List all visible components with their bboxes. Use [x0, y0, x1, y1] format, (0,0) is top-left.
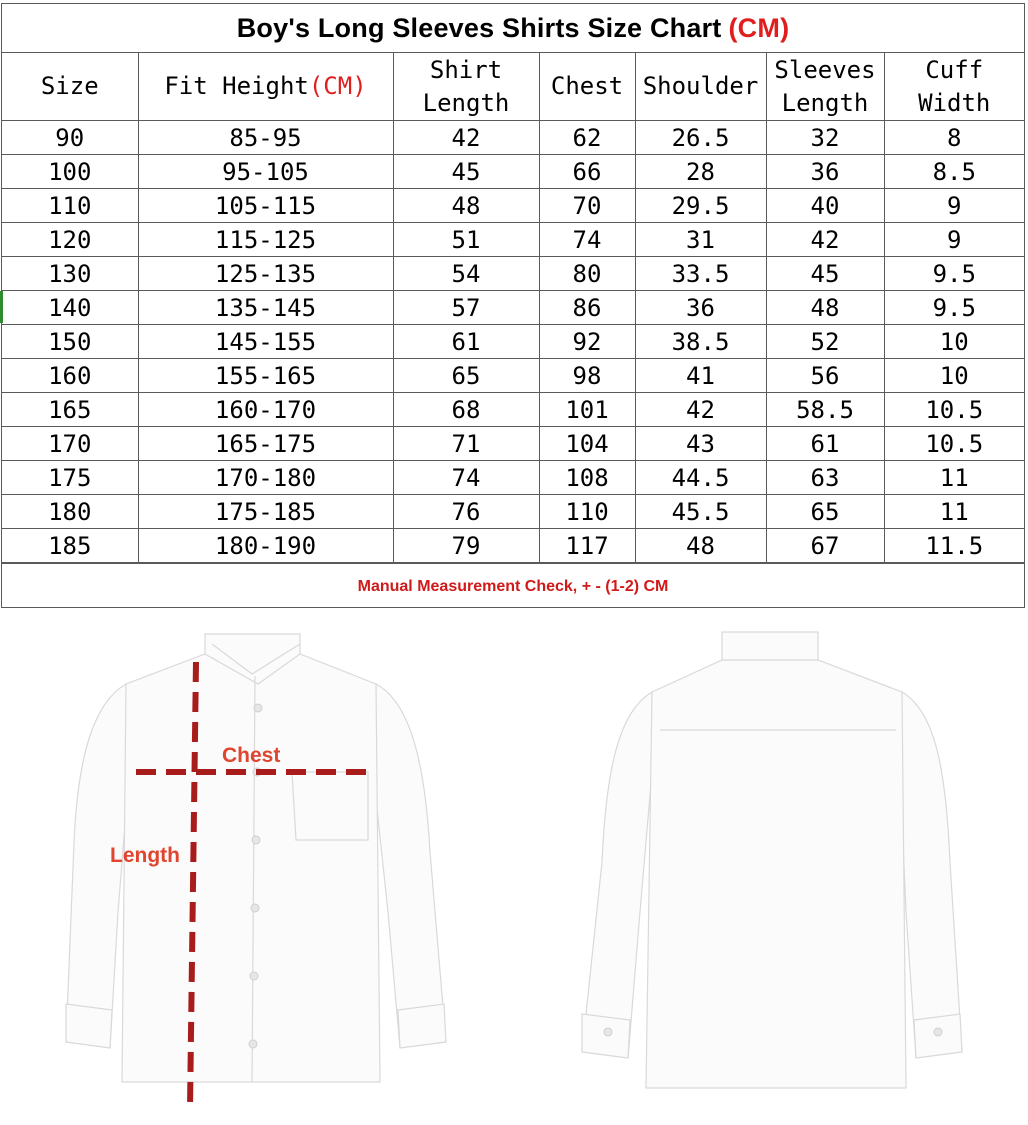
cell-cuff-width: 8 — [884, 121, 1024, 155]
front-right-cuff — [398, 1004, 446, 1048]
cell-sleeves-length: 61 — [766, 427, 884, 461]
cell-fit-height: 170-180 — [138, 461, 393, 495]
back-shirt-image — [582, 632, 962, 1088]
button-icon — [249, 1040, 257, 1048]
cell-fit-height: 175-185 — [138, 495, 393, 529]
table-row — [2, 461, 1024, 495]
header-fit-height-unit: (CM) — [308, 72, 367, 100]
cell-cuff-width: 8.5 — [884, 155, 1024, 189]
table-row — [2, 223, 1024, 257]
cell-size: 175 — [2, 461, 138, 495]
cell-shirt-length: 51 — [393, 223, 539, 257]
cell-shoulder: 44.5 — [635, 461, 766, 495]
cell-cuff-width: 11 — [884, 461, 1024, 495]
cell-chest: 86 — [539, 291, 635, 325]
back-collar — [722, 632, 818, 660]
table-row — [2, 257, 1024, 291]
cell-shirt-length: 79 — [393, 529, 539, 563]
cell-chest: 74 — [539, 223, 635, 257]
cell-sleeves-length: 36 — [766, 155, 884, 189]
cell-shirt-length: 61 — [393, 325, 539, 359]
table-row — [2, 325, 1024, 359]
cell-fit-height: 160-170 — [138, 393, 393, 427]
cell-shoulder: 43 — [635, 427, 766, 461]
cell-fit-height: 135-145 — [138, 291, 393, 325]
cell-cuff-width: 10 — [884, 359, 1024, 393]
cell-chest: 70 — [539, 189, 635, 223]
cell-shirt-length: 74 — [393, 461, 539, 495]
cell-cuff-width: 10 — [884, 325, 1024, 359]
header-chest: Chest — [539, 53, 635, 121]
button-icon — [252, 836, 260, 844]
table-header-row — [2, 53, 1024, 121]
table-row — [2, 529, 1024, 563]
header-sleeves-length: Sleeves Length — [766, 53, 884, 121]
cell-sleeves-length: 48 — [766, 291, 884, 325]
size-table — [2, 53, 1024, 563]
cell-sleeves-length: 52 — [766, 325, 884, 359]
back-right-sleeve — [900, 692, 962, 1058]
front-left-cuff — [66, 1004, 112, 1048]
cell-size: 100 — [2, 155, 138, 189]
cell-shoulder: 31 — [635, 223, 766, 257]
cell-chest: 117 — [539, 529, 635, 563]
cell-fit-height: 115-125 — [138, 223, 393, 257]
cell-fit-height: 180-190 — [138, 529, 393, 563]
cell-chest: 104 — [539, 427, 635, 461]
cell-size: 165 — [2, 393, 138, 427]
table-row — [2, 393, 1024, 427]
cell-fit-height: 85-95 — [138, 121, 393, 155]
cell-shoulder: 42 — [635, 393, 766, 427]
cell-shoulder: 36 — [635, 291, 766, 325]
table-row — [2, 427, 1024, 461]
cell-cuff-width: 10.5 — [884, 393, 1024, 427]
cell-sleeves-length: 42 — [766, 223, 884, 257]
cell-size: 130 — [2, 257, 138, 291]
cell-sleeves-length: 63 — [766, 461, 884, 495]
cell-chest: 110 — [539, 495, 635, 529]
chart-title-unit: (CM) — [728, 12, 790, 43]
cell-fit-height: 95-105 — [138, 155, 393, 189]
table-row — [2, 359, 1024, 393]
header-size: Size — [2, 53, 138, 121]
cell-fit-height: 165-175 — [138, 427, 393, 461]
cell-size: 90 — [2, 121, 138, 155]
shirt-diagram — [0, 612, 1028, 1125]
cell-chest: 66 — [539, 155, 635, 189]
cell-sleeves-length: 65 — [766, 495, 884, 529]
chart-title-text: Boy's Long Sleeves Shirts Size Chart — [236, 12, 722, 43]
cell-cuff-width: 11.5 — [884, 529, 1024, 563]
cell-fit-height: 125-135 — [138, 257, 393, 291]
row-marker — [0, 291, 3, 323]
button-icon — [251, 904, 259, 912]
size-chart — [1, 3, 1025, 608]
cell-size: 180 — [2, 495, 138, 529]
header-fit-height — [138, 53, 393, 121]
cell-sleeves-length: 45 — [766, 257, 884, 291]
cell-size: 185 — [2, 529, 138, 563]
cell-chest: 108 — [539, 461, 635, 495]
cell-fit-height: 155-165 — [138, 359, 393, 393]
cell-shirt-length: 65 — [393, 359, 539, 393]
front-pocket — [292, 772, 368, 840]
header-cuff-width: Cuff Width — [884, 53, 1024, 121]
cell-sleeves-length: 67 — [766, 529, 884, 563]
front-body — [122, 654, 380, 1082]
cell-chest: 98 — [539, 359, 635, 393]
cell-shoulder: 48 — [635, 529, 766, 563]
cell-shoulder: 26.5 — [635, 121, 766, 155]
cell-sleeves-length: 56 — [766, 359, 884, 393]
cell-chest: 92 — [539, 325, 635, 359]
cell-size: 160 — [2, 359, 138, 393]
cell-cuff-width: 10.5 — [884, 427, 1024, 461]
cell-cuff-width: 9 — [884, 189, 1024, 223]
cell-shirt-length: 57 — [393, 291, 539, 325]
chart-title — [2, 4, 1024, 53]
cell-shirt-length: 76 — [393, 495, 539, 529]
button-icon — [604, 1028, 612, 1036]
cell-chest: 80 — [539, 257, 635, 291]
button-icon — [250, 972, 258, 980]
cell-shoulder: 28 — [635, 155, 766, 189]
table-row — [2, 495, 1024, 529]
cell-chest: 101 — [539, 393, 635, 427]
cell-shirt-length: 54 — [393, 257, 539, 291]
header-shirt-length: Shirt Length — [393, 53, 539, 121]
cell-shoulder: 29.5 — [635, 189, 766, 223]
front-right-sleeve — [372, 684, 446, 1048]
back-left-sleeve — [582, 692, 652, 1058]
cell-shoulder: 41 — [635, 359, 766, 393]
chest-label: Chest — [222, 744, 281, 767]
measurement-note: Manual Measurement Check, + - (1-2) CM — [2, 563, 1024, 610]
table-row — [2, 189, 1024, 223]
cell-cuff-width: 9.5 — [884, 257, 1024, 291]
header-shoulder: Shoulder — [635, 53, 766, 121]
cell-size: 110 — [2, 189, 138, 223]
cell-sleeves-length: 58.5 — [766, 393, 884, 427]
cell-size: 170 — [2, 427, 138, 461]
table-row — [2, 155, 1024, 189]
back-body — [646, 660, 906, 1088]
table-row — [2, 121, 1024, 155]
button-icon — [934, 1028, 942, 1036]
cell-cuff-width: 11 — [884, 495, 1024, 529]
cell-shirt-length: 68 — [393, 393, 539, 427]
cell-size: 140 — [2, 291, 138, 325]
cell-shoulder: 33.5 — [635, 257, 766, 291]
cell-fit-height: 105-115 — [138, 189, 393, 223]
cell-shoulder: 45.5 — [635, 495, 766, 529]
cell-size: 120 — [2, 223, 138, 257]
cell-shoulder: 38.5 — [635, 325, 766, 359]
cell-shirt-length: 48 — [393, 189, 539, 223]
cell-chest: 62 — [539, 121, 635, 155]
cell-cuff-width: 9.5 — [884, 291, 1024, 325]
cell-sleeves-length: 32 — [766, 121, 884, 155]
cell-sleeves-length: 40 — [766, 189, 884, 223]
length-label: Length — [110, 844, 180, 867]
cell-shirt-length: 71 — [393, 427, 539, 461]
cell-fit-height: 145-155 — [138, 325, 393, 359]
cell-shirt-length: 45 — [393, 155, 539, 189]
header-fit-height-label: Fit Height — [164, 72, 309, 100]
cell-size: 150 — [2, 325, 138, 359]
cell-shirt-length: 42 — [393, 121, 539, 155]
button-icon — [254, 704, 262, 712]
table-row — [2, 291, 1024, 325]
cell-cuff-width: 9 — [884, 223, 1024, 257]
